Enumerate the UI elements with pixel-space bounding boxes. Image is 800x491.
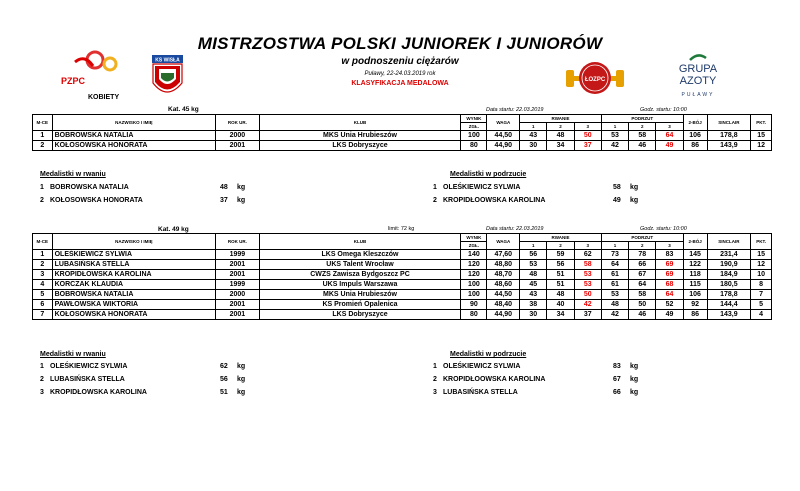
header-snatch: RWANIE <box>520 234 602 242</box>
cj-attempt-1: 73 <box>601 250 628 260</box>
medal-unit: kg <box>630 197 639 204</box>
snatch-attempt-3: 37 <box>574 310 601 320</box>
header-clean-jerk: PODRZUT <box>601 234 683 242</box>
athlete-name: KOŁOSOWSKA HONORATA <box>52 310 215 320</box>
svg-text:ŁOZPC: ŁOZPC <box>584 77 606 83</box>
medal-pos: 2 <box>40 197 44 204</box>
points-cell: 12 <box>751 141 772 151</box>
medal-row <box>433 376 733 389</box>
club-name: MKS Unia Hrubieszów <box>259 290 461 300</box>
sinclair-cell: 178,8 <box>707 131 751 141</box>
header-year: ROK UR. <box>216 234 260 250</box>
points-cell: 10 <box>751 270 772 280</box>
medal-name: LUBASIŃSKA STELLA <box>443 389 518 396</box>
birth-year: 1999 <box>216 250 260 260</box>
medal-name: LUBASIŃSKA STELLA <box>50 376 125 383</box>
header-place: M-CE <box>33 115 53 131</box>
athlete-name: KOŁOSOWSKA HONORATA <box>52 141 215 151</box>
medal-unit: kg <box>237 197 246 204</box>
cj-attempt-1: 64 <box>601 260 628 270</box>
snatch-attempt-3: 37 <box>574 141 601 151</box>
cj-attempt-3: 69 <box>656 260 683 270</box>
points-cell: 15 <box>751 131 772 141</box>
cj-attempt-1: 42 <box>601 310 628 320</box>
total-cell: 115 <box>683 280 707 290</box>
snatch-attempt-2: 40 <box>547 300 574 310</box>
declared-result: 140 <box>461 250 487 260</box>
table-row <box>33 141 772 151</box>
header-place: M-CE <box>33 234 53 250</box>
medal-pos: 1 <box>433 363 437 370</box>
points-cell: 15 <box>751 250 772 260</box>
athlete-name: OLEŚKIEWICZ SYLWIA <box>52 250 215 260</box>
category-45-start-date: Data startu: 22.03.2019 <box>486 107 544 113</box>
medal-row <box>40 363 340 376</box>
table-row <box>33 260 772 270</box>
header-name: NAZWISKO I IMIĘ <box>52 234 215 250</box>
medal-pos: 1 <box>40 363 44 370</box>
medal-row <box>433 197 733 210</box>
cj-attempt-2: 67 <box>629 270 656 280</box>
total-cell: 145 <box>683 250 707 260</box>
birth-year: 2000 <box>216 290 260 300</box>
total-cell: 92 <box>683 300 707 310</box>
medals-snatch-list-49 <box>40 363 340 402</box>
medal-name: OLEŚKIEWICZ SYLWIA <box>443 184 521 191</box>
snatch-attempt-2: 48 <box>547 131 574 141</box>
sinclair-cell: 190,9 <box>707 260 751 270</box>
header-points: PKT. <box>751 234 772 250</box>
place-cell: 2 <box>33 260 53 270</box>
total-cell: 118 <box>683 270 707 280</box>
svg-text:KS WISŁA: KS WISŁA <box>155 57 180 64</box>
category-45-label: Kat. 45 kg <box>168 106 199 113</box>
medal-kg: 56 <box>220 376 228 383</box>
header-sinclair: SINCLAIR <box>707 115 751 131</box>
medal-pos: 2 <box>433 376 437 383</box>
body-weight: 44,50 <box>487 131 520 141</box>
header-attempt: 2 <box>547 123 574 131</box>
table-row <box>33 131 772 141</box>
header-attempt: 2 <box>547 242 574 250</box>
cj-attempt-3: 64 <box>656 131 683 141</box>
header-sinclair: SINCLAIR <box>707 234 751 250</box>
snatch-attempt-2: 56 <box>547 260 574 270</box>
header-year: ROK UR. <box>216 115 260 131</box>
birth-year: 2001 <box>216 141 260 151</box>
table-row <box>33 280 772 290</box>
header-attempt: 2 <box>629 123 656 131</box>
snatch-attempt-2: 51 <box>547 270 574 280</box>
points-cell: 8 <box>751 280 772 290</box>
header-attempt: 1 <box>520 123 547 131</box>
header-snatch: RWANIE <box>520 115 602 123</box>
medal-row <box>40 389 340 402</box>
header-attempt: 2 <box>629 242 656 250</box>
birth-year: 2001 <box>216 260 260 270</box>
cj-attempt-2: 66 <box>629 260 656 270</box>
declared-result: 80 <box>461 141 487 151</box>
medal-row <box>433 389 733 402</box>
medal-pos: 1 <box>40 184 44 191</box>
declared-result: 80 <box>461 310 487 320</box>
snatch-attempt-1: 45 <box>520 280 547 290</box>
medals-cj-list-49 <box>433 363 733 402</box>
medal-pos: 3 <box>40 389 44 396</box>
athlete-name: PAWŁOWSKA WIKTORIA <box>52 300 215 310</box>
category-49-limit: limit: 72 kg <box>388 226 415 232</box>
cj-attempt-2: 64 <box>629 280 656 290</box>
birth-year: 2001 <box>216 310 260 320</box>
body-weight: 48,70 <box>487 270 520 280</box>
medals-snatch-title-45: Medalistki w rwaniu <box>40 171 106 178</box>
header-total: 2-BÓJ <box>683 115 707 131</box>
medal-kg: 51 <box>220 389 228 396</box>
medal-kg: 48 <box>220 184 228 191</box>
club-name: CWZS Zawisza Bydgoszcz PC <box>259 270 461 280</box>
points-cell: 12 <box>751 260 772 270</box>
medal-kg: 37 <box>220 197 228 204</box>
declared-result: 120 <box>461 260 487 270</box>
body-weight: 44,90 <box>487 141 520 151</box>
results-table-45 <box>32 114 772 151</box>
snatch-attempt-3: 53 <box>574 280 601 290</box>
snatch-attempt-2: 59 <box>547 250 574 260</box>
club-name: MKS Unia Hrubieszów <box>259 131 461 141</box>
body-weight: 44,50 <box>487 290 520 300</box>
medal-name: OLEŚKIEWICZ SYLWIA <box>443 363 521 370</box>
sinclair-cell: 143,9 <box>707 141 751 151</box>
header-attempt: 1 <box>601 242 628 250</box>
cj-attempt-2: 50 <box>629 300 656 310</box>
category-45-start-time: Godz. startu: 10:00 <box>640 107 687 113</box>
total-cell: 106 <box>683 290 707 300</box>
snatch-attempt-2: 34 <box>547 141 574 151</box>
cj-attempt-2: 58 <box>629 290 656 300</box>
header-club: KLUB <box>259 234 461 250</box>
body-weight: 47,60 <box>487 250 520 260</box>
place-date: Puławy, 22-24.03.2019 rok <box>364 71 436 77</box>
cj-attempt-1: 53 <box>601 131 628 141</box>
snatch-attempt-3: 58 <box>574 260 601 270</box>
cj-attempt-1: 61 <box>601 280 628 290</box>
birth-year: 2001 <box>216 300 260 310</box>
svg-text:PZPC: PZPC <box>61 76 86 86</box>
cj-attempt-3: 52 <box>656 300 683 310</box>
medal-row <box>40 376 340 389</box>
body-weight: 48,80 <box>487 260 520 270</box>
snatch-attempt-1: 53 <box>520 260 547 270</box>
cj-attempt-1: 61 <box>601 270 628 280</box>
club-name: UKS Impuls Warszawa <box>259 280 461 290</box>
snatch-attempt-3: 50 <box>574 131 601 141</box>
club-name: UKS Talent Wrocław <box>259 260 461 270</box>
cj-attempt-1: 42 <box>601 141 628 151</box>
medal-kg: 67 <box>613 376 621 383</box>
birth-year: 1999 <box>216 280 260 290</box>
cj-attempt-3: 69 <box>656 270 683 280</box>
declared-result: 90 <box>461 300 487 310</box>
category-49-start-date: Data startu: 22.03.2019 <box>486 226 544 232</box>
snatch-attempt-3: 53 <box>574 270 601 280</box>
cj-attempt-2: 58 <box>629 131 656 141</box>
snatch-attempt-3: 62 <box>574 250 601 260</box>
header-attempt: 3 <box>656 123 683 131</box>
header-result-sub: ZGŁ. <box>461 242 487 250</box>
body-weight: 48,60 <box>487 280 520 290</box>
points-cell: 4 <box>751 310 772 320</box>
medal-unit: kg <box>237 184 246 191</box>
birth-year: 2000 <box>216 131 260 141</box>
medal-pos: 3 <box>433 389 437 396</box>
declared-result: 100 <box>461 290 487 300</box>
table-header-row <box>33 234 772 242</box>
cj-attempt-3: 68 <box>656 280 683 290</box>
medal-unit: kg <box>237 389 246 396</box>
medal-name: KROPIDŁOOWSKA KAROLINA <box>443 197 546 204</box>
medal-kg: 58 <box>613 184 621 191</box>
header-weight: WAGA <box>487 234 520 250</box>
header-points: PKT. <box>751 115 772 131</box>
snatch-attempt-1: 56 <box>520 250 547 260</box>
header-result: WYNIK <box>461 234 487 242</box>
header-club: KLUB <box>259 115 461 131</box>
sinclair-cell: 144,4 <box>707 300 751 310</box>
place-cell: 2 <box>33 141 53 151</box>
table-row <box>33 290 772 300</box>
cj-attempt-3: 83 <box>656 250 683 260</box>
table-row <box>33 250 772 260</box>
snatch-attempt-3: 42 <box>574 300 601 310</box>
medal-kg: 66 <box>613 389 621 396</box>
sinclair-cell: 231,4 <box>707 250 751 260</box>
header-attempt: 3 <box>574 242 601 250</box>
snatch-attempt-2: 48 <box>547 290 574 300</box>
medal-pos: 2 <box>433 197 437 204</box>
snatch-attempt-1: 30 <box>520 310 547 320</box>
header-name: NAZWISKO I IMIĘ <box>52 115 215 131</box>
cj-attempt-2: 46 <box>629 141 656 151</box>
medals-cj-title-45: Medalistki w podrzucie <box>450 171 527 178</box>
cj-attempt-2: 46 <box>629 310 656 320</box>
snatch-attempt-2: 34 <box>547 310 574 320</box>
header-attempt: 3 <box>656 242 683 250</box>
medal-unit: kg <box>630 184 639 191</box>
section-label: KOBIETY <box>88 94 120 101</box>
table-header-row <box>33 115 772 123</box>
cj-attempt-3: 49 <box>656 310 683 320</box>
cj-attempt-1: 48 <box>601 300 628 310</box>
medal-row <box>40 184 340 197</box>
category-49-label: Kat. 49 kg <box>158 226 189 233</box>
place-cell: 5 <box>33 290 53 300</box>
athlete-name: BOBROWSKA NATALIA <box>52 290 215 300</box>
cj-attempt-3: 64 <box>656 290 683 300</box>
header-clean-jerk: PODRZUT <box>601 115 683 123</box>
header-attempt: 3 <box>574 123 601 131</box>
sinclair-cell: 180,5 <box>707 280 751 290</box>
total-cell: 122 <box>683 260 707 270</box>
header-attempt: 1 <box>601 123 628 131</box>
medal-name: KROPIDŁOWSKA KAROLINA <box>50 389 147 396</box>
medal-row <box>433 363 733 376</box>
sinclair-cell: 178,8 <box>707 290 751 300</box>
snatch-attempt-1: 43 <box>520 290 547 300</box>
snatch-attempt-1: 43 <box>520 131 547 141</box>
snatch-attempt-1: 48 <box>520 270 547 280</box>
points-cell: 5 <box>751 300 772 310</box>
athlete-name: KORCZAK KLAUDIA <box>52 280 215 290</box>
total-cell: 86 <box>683 310 707 320</box>
declared-result: 120 <box>461 270 487 280</box>
cj-attempt-1: 53 <box>601 290 628 300</box>
header-total: 2-BÓJ <box>683 234 707 250</box>
body-weight: 44,90 <box>487 310 520 320</box>
table-row <box>33 310 772 320</box>
sinclair-cell: 143,9 <box>707 310 751 320</box>
medals-snatch-list-45 <box>40 184 340 210</box>
athlete-name: LUBASIŃSKA STELLA <box>52 260 215 270</box>
header-weight: WAGA <box>487 115 520 131</box>
total-cell: 86 <box>683 141 707 151</box>
club-name: KS Promień Opalenica <box>259 300 461 310</box>
snatch-attempt-3: 50 <box>574 290 601 300</box>
birth-year: 2001 <box>216 270 260 280</box>
total-cell: 106 <box>683 131 707 141</box>
medal-unit: kg <box>630 376 639 383</box>
page-subtitle: w podnoszeniu ciężarów <box>341 56 459 67</box>
place-cell: 1 <box>33 131 53 141</box>
cj-attempt-2: 78 <box>629 250 656 260</box>
medal-unit: kg <box>630 389 639 396</box>
medal-kg: 62 <box>220 363 228 370</box>
declared-result: 100 <box>461 280 487 290</box>
medal-pos: 1 <box>433 184 437 191</box>
place-cell: 3 <box>33 270 53 280</box>
medal-name: KROPIDŁOOWSKA KAROLINA <box>443 376 546 383</box>
medal-unit: kg <box>630 363 639 370</box>
place-cell: 4 <box>33 280 53 290</box>
sinclair-cell: 184,9 <box>707 270 751 280</box>
medals-cj-title-49: Medalistki w podrzucie <box>450 351 527 358</box>
athlete-name: BOBROWSKA NATALIA <box>52 131 215 141</box>
category-49-start-time: Godz. startu: 10:00 <box>640 226 687 232</box>
medals-snatch-title-49: Medalistki w rwaniu <box>40 351 106 358</box>
table-row <box>33 270 772 280</box>
body-weight: 48,40 <box>487 300 520 310</box>
medal-row <box>40 197 340 210</box>
medal-pos: 2 <box>40 376 44 383</box>
medal-unit: kg <box>237 363 246 370</box>
medal-row <box>433 184 733 197</box>
snatch-attempt-1: 38 <box>520 300 547 310</box>
medal-name: KOŁOSOWSKA HONORATA <box>50 197 143 204</box>
header-result-sub: ZGŁ. <box>461 123 487 131</box>
classification-title: KLASYFIKACJA MEDALOWA <box>351 80 449 87</box>
cj-attempt-3: 49 <box>656 141 683 151</box>
place-cell: 1 <box>33 250 53 260</box>
snatch-attempt-2: 51 <box>547 280 574 290</box>
medal-unit: kg <box>237 376 246 383</box>
medals-cj-list-45 <box>433 184 733 210</box>
place-cell: 7 <box>33 310 53 320</box>
header-attempt: 1 <box>520 242 547 250</box>
club-name: LKS Dobryszyce <box>259 141 461 151</box>
medal-kg: 49 <box>613 197 621 204</box>
medal-name: OLEŚKIEWICZ SYLWIA <box>50 363 128 370</box>
points-cell: 7 <box>751 290 772 300</box>
club-name: LKS Omega Kleszczów <box>259 250 461 260</box>
declared-result: 100 <box>461 131 487 141</box>
medal-name: BOBROWSKA NATALIA <box>50 184 129 191</box>
snatch-attempt-1: 30 <box>520 141 547 151</box>
table-row <box>33 300 772 310</box>
svg-text:AZOTY: AZOTY <box>679 75 717 87</box>
page-title: MISTRZOSTWA POLSKI JUNIOREK I JUNIORÓW <box>197 34 603 53</box>
club-name: LKS Dobryszyce <box>259 310 461 320</box>
svg-text:PUŁAWY: PUŁAWY <box>681 92 715 98</box>
header-result: WYNIK <box>461 115 487 123</box>
results-table-49 <box>32 233 772 320</box>
place-cell: 6 <box>33 300 53 310</box>
medal-kg: 83 <box>613 363 621 370</box>
athlete-name: KROPIDŁOWSKA KAROLINA <box>52 270 215 280</box>
svg-text:GRUPA: GRUPA <box>678 63 718 75</box>
